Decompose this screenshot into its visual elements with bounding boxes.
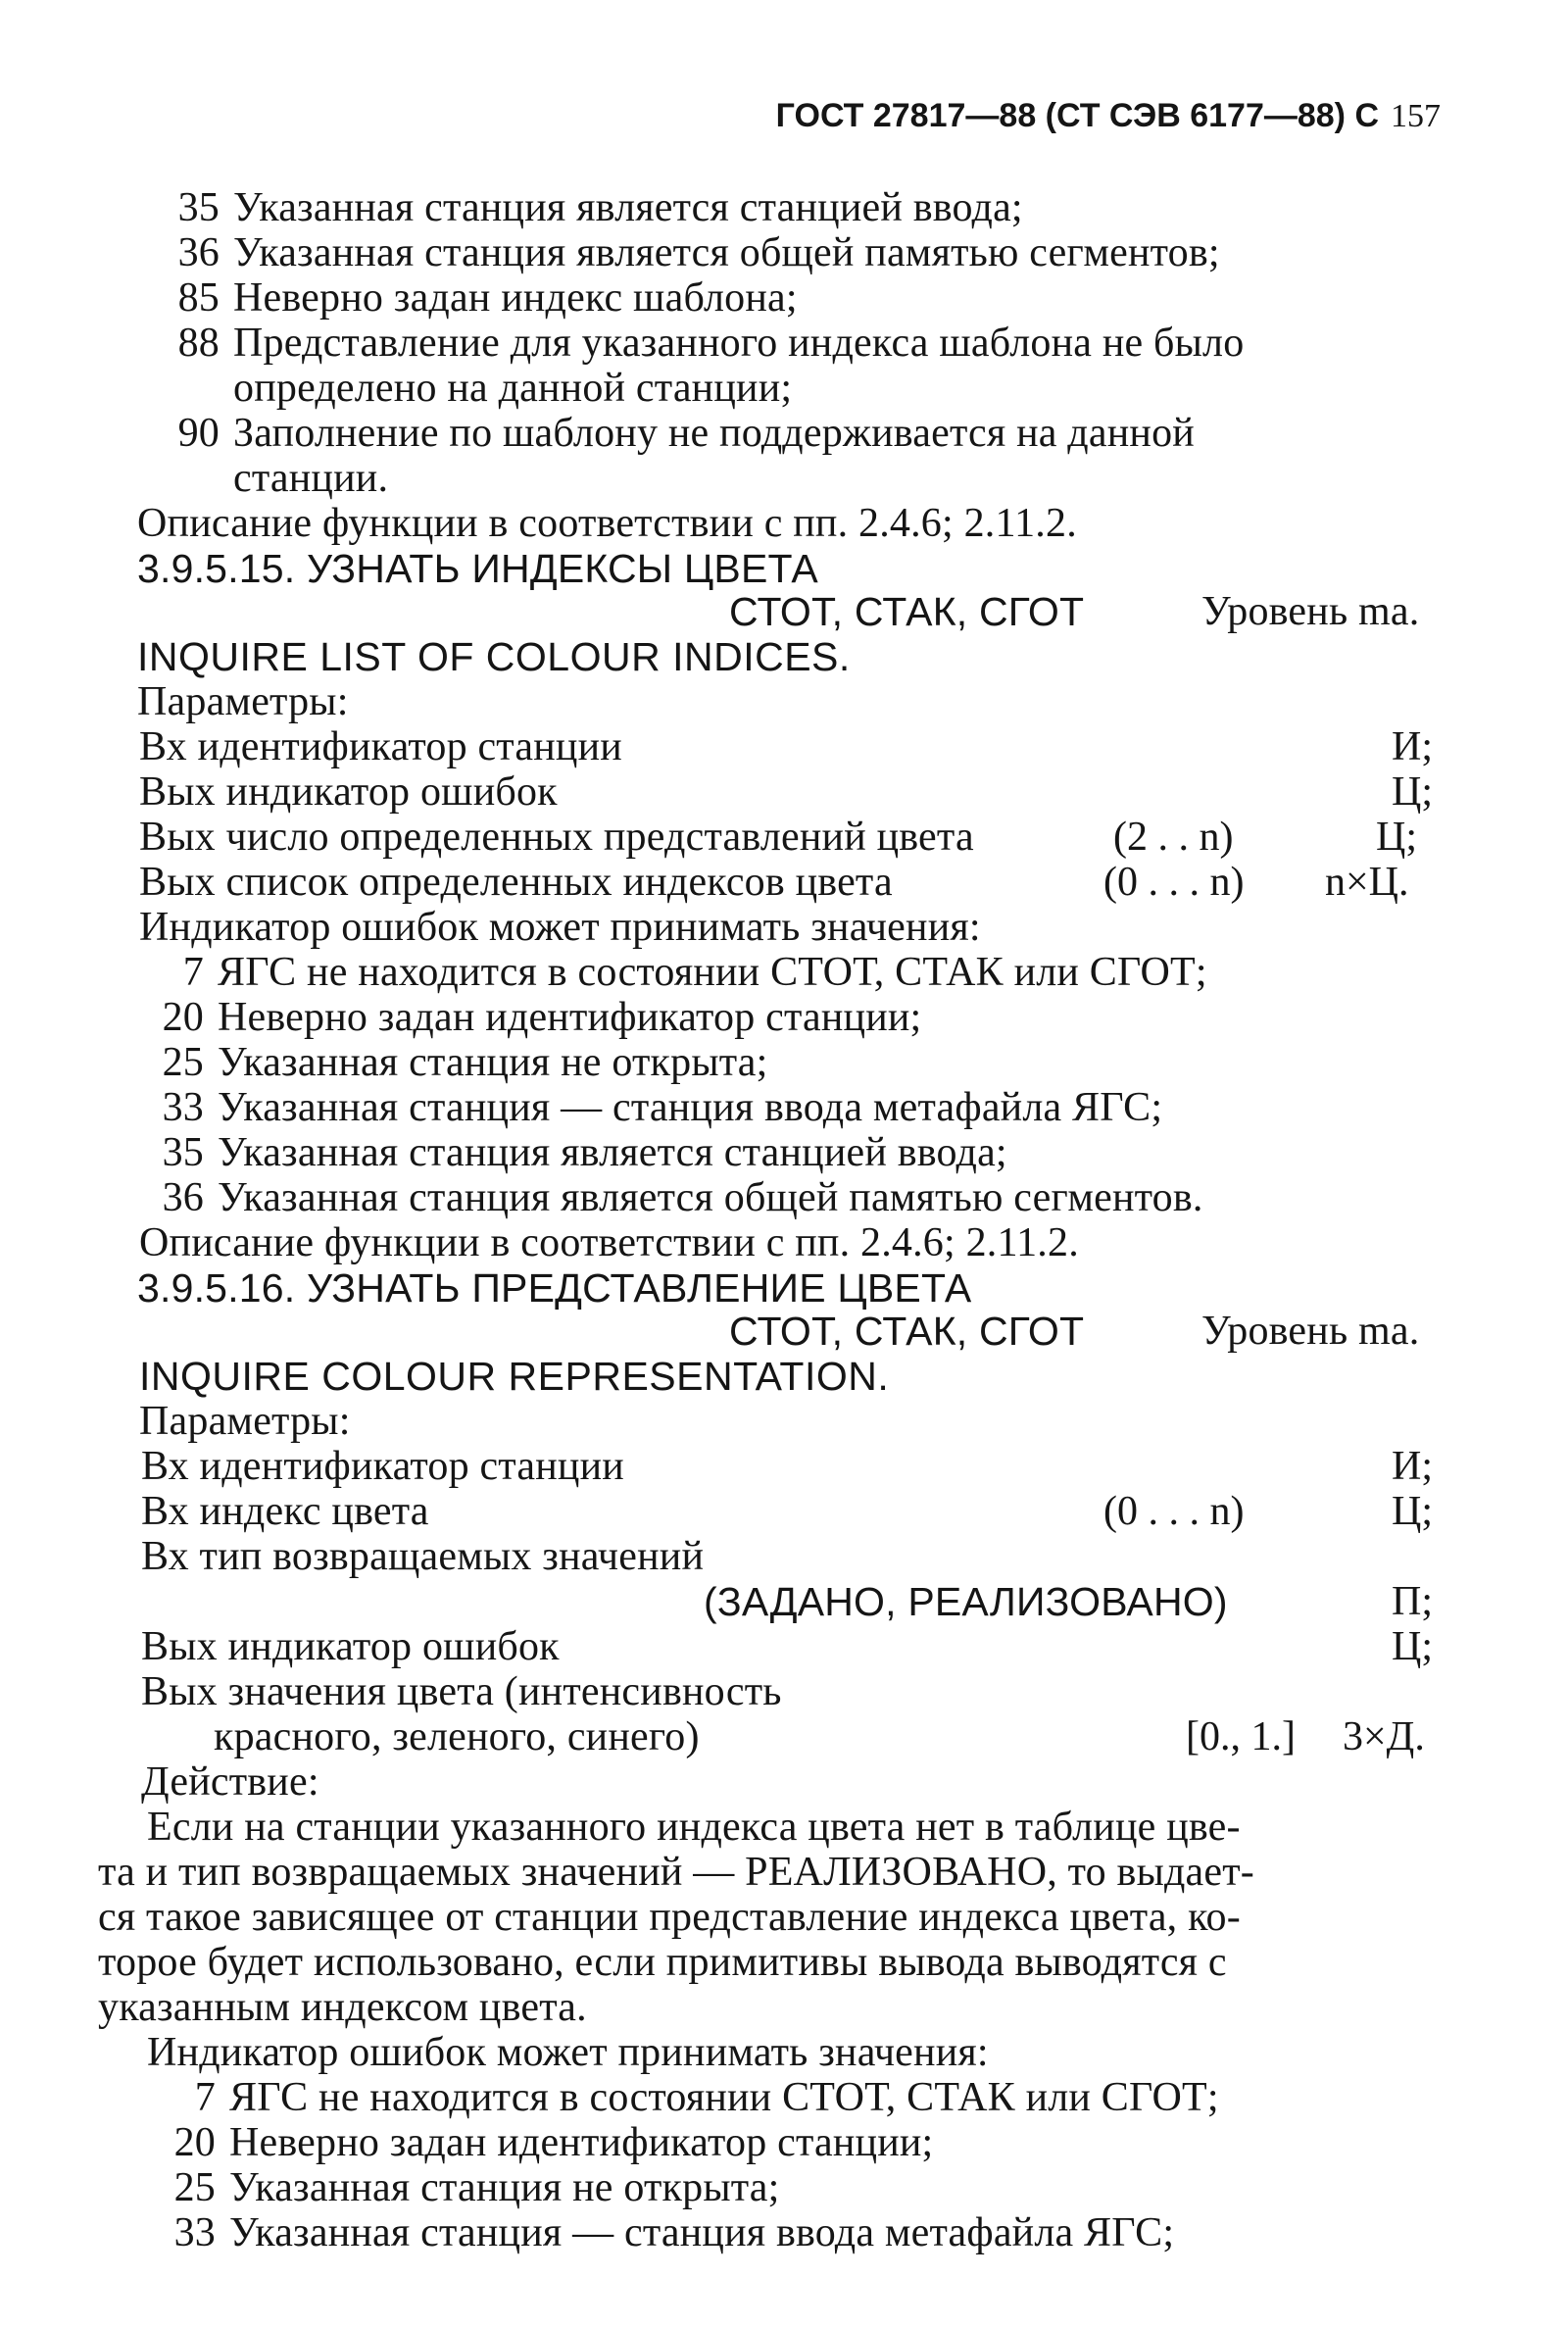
- section-level: Уровень ma.: [1201, 1309, 1420, 1354]
- param-row: Вх идентификатор станции: [139, 724, 622, 769]
- error-item: 25 Указанная станция не открыта;: [162, 1040, 768, 1085]
- error-item: 20 Неверно задан идентификатор станции;: [173, 2120, 934, 2165]
- page-header: [776, 96, 1441, 136]
- section-states: СТОТ, СТАК, СГОТ: [729, 589, 1085, 634]
- param-row: Вых число определенных представлений цвета: [139, 815, 974, 860]
- param-row: Вых значения цвета (интенсивность: [141, 1669, 782, 1714]
- errors-label: Индикатор ошибок может принимать значения:: [147, 2030, 989, 2075]
- error-item: 7 ЯГС не находится в состоянии СТОТ, СТАК или СГОТ;: [182, 950, 1207, 995]
- param-type: И;: [1392, 1444, 1433, 1489]
- list-item: 90 Заполнение по шаблону не поддерживается на данной: [177, 411, 1195, 456]
- error-item: 36 Указанная станция является общей памятью сегментов.: [162, 1175, 1203, 1220]
- error-item: 33 Указанная станция — станция ввода метафайла ЯГС;: [162, 1085, 1163, 1130]
- section-states: СТОТ, СТАК, СГОТ: [729, 1309, 1085, 1354]
- action-line: та и тип возвращаемых значений — РЕАЛИЗОВАНО, то выдает-: [98, 1850, 1254, 1895]
- function-description: Описание функции в соответствии с пп. 2.4.6; 2.11.2.: [137, 501, 1077, 546]
- param-row: Вх идентификатор станции: [141, 1444, 624, 1489]
- error-item: 35 Указанная станция является станцией ввода;: [162, 1130, 1007, 1175]
- list-item: 85 Неверно задан индекс шаблона;: [177, 275, 798, 321]
- function-description: Описание функции в соответствии с пп. 2.4.6; 2.11.2.: [139, 1220, 1079, 1265]
- param-type: И;: [1392, 724, 1433, 769]
- param-type: Ц;: [1392, 769, 1433, 815]
- params-label: Параметры:: [137, 679, 349, 724]
- param-type: Ц;: [1392, 1624, 1433, 1669]
- error-item: 20 Неверно задан идентификатор станции;: [162, 995, 922, 1040]
- param-row: Вх индекс цвета: [141, 1489, 429, 1534]
- list-item: 88 Представление для указанного индекса шаблона не было: [177, 321, 1245, 366]
- error-item: 33 Указанная станция — станция ввода метафайла ЯГС;: [173, 2210, 1175, 2255]
- page-number: 157: [1391, 98, 1441, 134]
- action-line: ся такое зависящее от станции представление индекса цвета, ко-: [98, 1895, 1241, 1940]
- param-range: (2 . . n): [1113, 815, 1234, 860]
- param-row-continuation: красного, зеленого, синего): [214, 1714, 700, 1759]
- param-type: П;: [1392, 1579, 1433, 1624]
- action-line: Если на станции указанного индекса цвета нет в таблице цве-: [147, 1805, 1241, 1850]
- errors-label: Индикатор ошибок может принимать значения:: [139, 905, 981, 950]
- param-range: [0., 1.]: [1186, 1714, 1296, 1759]
- param-type: 3×Д.: [1343, 1714, 1425, 1759]
- section-title: 3.9.5.16. УЗНАТЬ ПРЕДСТАВЛЕНИЕ ЦВЕТА: [137, 1265, 972, 1311]
- param-type: n×Ц.: [1325, 860, 1409, 905]
- list-item-continuation: станции.: [233, 456, 389, 501]
- list-item-continuation: определено на данной станции;: [233, 366, 793, 411]
- action-line: указанным индексом цвета.: [98, 1985, 587, 2030]
- param-type: Ц;: [1392, 1489, 1433, 1534]
- header-title: ГОСТ 27817—88 (СТ СЭВ 6177—88) С: [775, 97, 1379, 134]
- param-row: Вых индикатор ошибок: [141, 1624, 560, 1669]
- param-range: (0 . . . n): [1103, 860, 1245, 905]
- param-type: Ц;: [1376, 815, 1417, 860]
- error-item: 7 ЯГС не находится в состоянии СТОТ, СТАК или СГОТ;: [194, 2075, 1219, 2120]
- param-range: (ЗАДАНО, РЕАЛИЗОВАНО): [704, 1579, 1228, 1624]
- action-label: Действие:: [141, 1759, 319, 1805]
- action-line: торое будет использовано, если примитивы вывода выводятся с: [98, 1940, 1227, 1985]
- params-label: Параметры:: [139, 1399, 351, 1444]
- error-item: 25 Указанная станция не открыта;: [173, 2165, 780, 2210]
- param-range: (0 . . . n): [1103, 1489, 1245, 1534]
- section-level: Уровень ma.: [1201, 589, 1420, 634]
- param-row: Вх тип возвращаемых значений: [141, 1534, 705, 1579]
- english-title: INQUIRE LIST OF COLOUR INDICES.: [137, 634, 851, 679]
- list-item: 35 Указанная станция является станцией ввода;: [177, 185, 1023, 230]
- english-title: INQUIRE COLOUR REPRESENTATION.: [139, 1354, 890, 1399]
- section-title: 3.9.5.15. УЗНАТЬ ИНДЕКСЫ ЦВЕТА: [137, 546, 818, 591]
- param-row: Вых индикатор ошибок: [139, 769, 558, 815]
- param-row: Вых список определенных индексов цвета: [139, 860, 893, 905]
- list-item: 36 Указанная станция является общей памятью сегментов;: [177, 230, 1220, 275]
